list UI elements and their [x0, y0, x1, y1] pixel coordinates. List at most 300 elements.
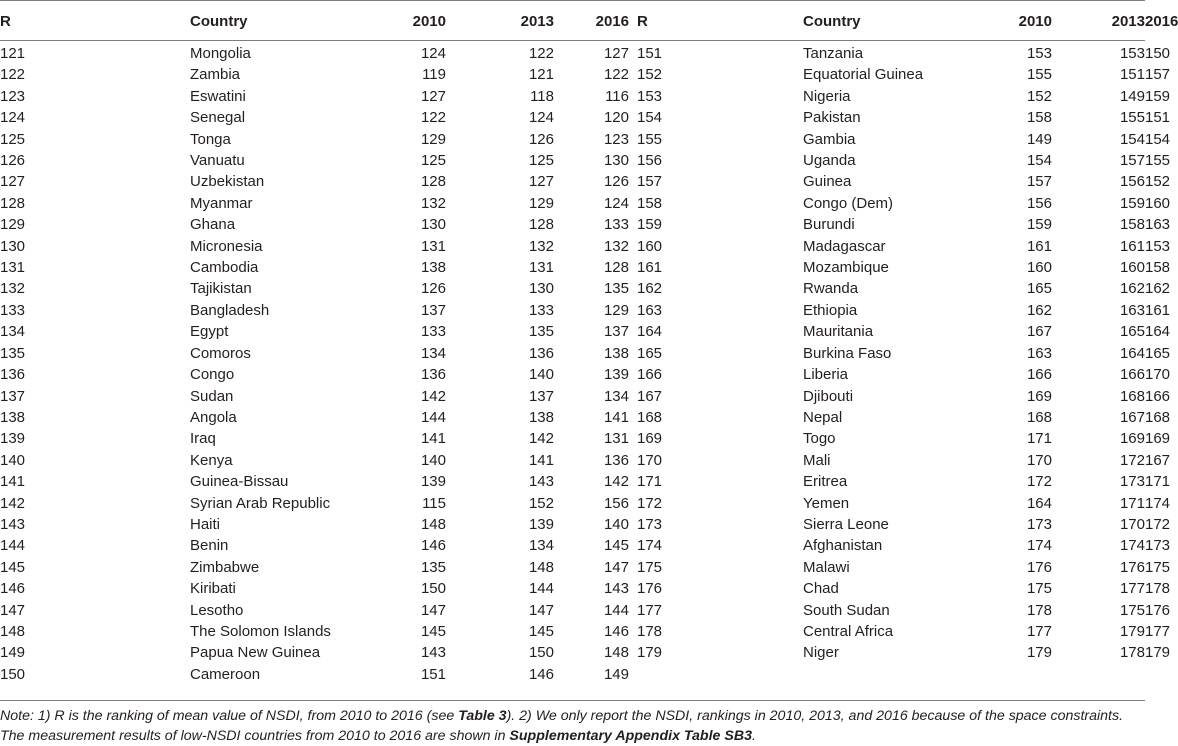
country-cell: The Solomon Islands	[190, 622, 331, 640]
table-row: 125 Tonga 129 126 123 155 Gambia 149 154 154	[0, 129, 1145, 150]
rank-cell: 166	[637, 366, 663, 384]
rank-cell: 167	[637, 387, 663, 405]
country-cell: Guinea-Bissau	[190, 473, 289, 491]
value-2013-cell: 131	[528, 259, 554, 277]
value-2010-cell: 140	[420, 451, 446, 469]
rank-cell: 125	[0, 130, 26, 148]
value-2013-cell: 122	[528, 45, 554, 62]
country-cell: Papua New Guinea	[190, 644, 321, 662]
country-cell: Ghana	[190, 216, 236, 234]
country-cell: Yemen	[803, 494, 850, 512]
value-2016-cell: 135	[603, 280, 629, 298]
header-2010-left: 2010	[412, 12, 446, 30]
value-2010-cell: 149	[1026, 130, 1052, 148]
country-cell: Haiti	[190, 515, 221, 533]
value-2013-cell: 170	[1119, 515, 1145, 533]
country-cell: Tonga	[190, 130, 231, 148]
value-2016-cell: 146	[603, 622, 629, 640]
country-cell	[711, 664, 954, 685]
value-2016-cell: 127	[603, 45, 629, 62]
value-2013-cell: 140	[528, 366, 554, 384]
country-cell: Mali	[803, 451, 831, 469]
table-row: 145 Zimbabwe 135 148 147 175 Malawi 176 176 175	[0, 557, 1145, 578]
value-2016-cell: 123	[603, 130, 629, 148]
rank-cell: 134	[0, 323, 26, 341]
value-2010-cell: 156	[1026, 194, 1052, 212]
value-2016-cell: 138	[603, 344, 629, 362]
country-cell: Comoros	[190, 344, 251, 362]
country-cell: Angola	[190, 408, 237, 426]
value-2013-cell: 156	[1119, 173, 1145, 191]
value-2013-cell: 154	[1119, 130, 1145, 148]
value-2013-cell: 165	[1119, 323, 1145, 341]
country-cell: Kenya	[190, 451, 233, 469]
country-cell: Zimbabwe	[190, 558, 260, 576]
rank-cell: 133	[0, 301, 26, 319]
value-2016-cell: 126	[603, 173, 629, 191]
value-2013-cell	[1052, 664, 1145, 685]
rank-cell: 159	[637, 216, 663, 234]
rank-cell	[629, 664, 711, 685]
value-2010-cell: 163	[1026, 344, 1052, 362]
value-2013-cell: 141	[528, 451, 554, 469]
value-2010-cell: 170	[1026, 451, 1052, 469]
rank-cell: 175	[637, 558, 663, 576]
rank-cell: 139	[0, 430, 26, 448]
value-2016-cell: 116	[605, 87, 629, 105]
value-2010-cell: 171	[1026, 430, 1052, 448]
value-2010-cell: 173	[1026, 515, 1052, 533]
value-2016-cell: 149	[603, 665, 629, 683]
header-r-left: R	[0, 12, 11, 30]
country-cell: Kiribati	[190, 580, 236, 598]
country-cell: Senegal	[190, 109, 246, 127]
country-cell: Guinea	[803, 173, 852, 191]
value-2016-cell: 129	[603, 301, 629, 319]
value-2013-cell: 137	[528, 387, 554, 405]
table-row: 133 Bangladesh 137 133 129 163 Ethiopia 162 163 161	[0, 300, 1145, 321]
rank-cell: 135	[0, 344, 26, 362]
country-cell: Togo	[803, 430, 836, 448]
value-2016-cell: 144	[603, 601, 629, 619]
value-2010-cell: 128	[420, 173, 446, 191]
value-2010-cell: 161	[1026, 237, 1052, 255]
country-cell: Cameroon	[190, 665, 261, 683]
country-cell: Congo	[190, 366, 235, 384]
value-2013-cell: 130	[528, 280, 554, 298]
rank-cell: 126	[0, 152, 26, 170]
table-footnote	[0, 706, 1145, 746]
value-2010-cell: 124	[420, 45, 446, 62]
value-2016-cell: 134	[603, 387, 629, 405]
table-row: 131 Cambodia 138 131 128 161 Mozambique 160 160 158	[0, 257, 1145, 278]
rank-cell: 164	[637, 323, 663, 341]
value-2013-cell: 164	[1119, 344, 1145, 362]
value-2016-cell: 136	[603, 451, 629, 469]
table-row: 138 Angola 144 138 141 168 Nepal 168 167 168	[0, 407, 1145, 428]
value-2010-cell: 158	[1026, 109, 1052, 127]
country-cell: Malawi	[803, 558, 850, 576]
rank-cell: 173	[637, 515, 663, 533]
country-cell: Syrian Arab Republic	[190, 494, 331, 512]
rank-cell: 137	[0, 387, 26, 405]
top-rule	[0, 0, 1145, 1]
value-2010-cell: 174	[1026, 537, 1052, 555]
value-2013-cell: 162	[1119, 280, 1145, 298]
value-2010-cell: 142	[420, 387, 446, 405]
rank-cell: 169	[637, 430, 663, 448]
country-cell: Eswatini	[190, 87, 246, 105]
country-cell: Lesotho	[190, 601, 244, 619]
table-row: 121 Mongolia 124 122 127 151 Tanzania 153 153 150	[0, 38, 1145, 64]
table-row: 136 Congo 136 140 139 166 Liberia 166 166 170	[0, 364, 1145, 385]
header-country-right: Country	[803, 12, 861, 30]
rank-cell: 156	[637, 152, 663, 170]
rank-cell: 163	[637, 301, 663, 319]
value-2010-cell: 146	[420, 537, 446, 555]
country-cell: Rwanda	[803, 280, 859, 298]
value-2013-cell: 179	[1119, 622, 1145, 640]
value-2013-cell: 163	[1119, 301, 1145, 319]
value-2010-cell: 150	[420, 580, 446, 598]
ranking-table	[0, 4, 1178, 685]
value-2013-cell: 145	[528, 622, 554, 640]
country-cell: Vanuatu	[190, 152, 245, 170]
value-2016-cell: 147	[603, 558, 629, 576]
table-row: 129 Ghana 130 128 133 159 Burundi 159 158 163	[0, 214, 1145, 235]
value-2010-cell: 122	[420, 109, 446, 127]
table-row: 128 Myanmar 132 129 124 158 Congo (Dem) 156 159 160	[0, 193, 1145, 214]
value-2010-cell: 144	[420, 408, 446, 426]
value-2010-cell: 115	[422, 494, 446, 512]
value-2013-cell: 168	[1119, 387, 1145, 405]
country-cell: Burkina Faso	[803, 344, 892, 362]
value-2010-cell: 167	[1026, 323, 1052, 341]
value-2010-cell: 136	[420, 366, 446, 384]
rank-cell: 124	[0, 109, 26, 127]
value-2010-cell: 137	[420, 301, 446, 319]
value-2016-cell: 143	[603, 580, 629, 598]
value-2013-cell: 153	[1119, 45, 1145, 62]
value-2010-cell: 175	[1026, 580, 1052, 598]
value-2013-cell: 148	[528, 558, 554, 576]
value-2010-cell: 134	[420, 344, 446, 362]
country-cell: Cambodia	[190, 259, 259, 277]
value-2010-cell: 132	[420, 194, 446, 212]
value-2013-cell: 175	[1119, 601, 1145, 619]
note-ref-appendix: Supplementary Appendix Table SB3	[509, 728, 752, 744]
country-cell: Chad	[803, 580, 839, 598]
value-2013-cell: 178	[1119, 644, 1145, 662]
rank-cell: 155	[637, 130, 663, 148]
value-2016-cell: 133	[603, 216, 629, 234]
value-2013-cell: 151	[1119, 66, 1145, 84]
table-row: 126 Vanuatu 125 125 130 156 Uganda 154 157 155	[0, 150, 1145, 171]
table-row: 140 Kenya 140 141 136 170 Mali 170 172 167	[0, 450, 1145, 471]
bottom-rule	[0, 700, 1145, 701]
value-2013-cell: 167	[1119, 408, 1145, 426]
country-cell: Sudan	[190, 387, 234, 405]
value-2016-cell: 141	[603, 408, 629, 426]
table-row: 134 Egypt 133 135 137 164 Mauritania 167 165 164	[0, 321, 1145, 342]
value-2016-cell: 142	[603, 473, 629, 491]
table-row: 127 Uzbekistan 128 127 126 157 Guinea 157 156 152	[0, 171, 1145, 192]
rank-cell: 154	[637, 109, 663, 127]
country-cell: Egypt	[190, 323, 229, 341]
rank-cell: 140	[0, 451, 26, 469]
value-2010-cell: 139	[420, 473, 446, 491]
value-2013-cell: 124	[528, 109, 554, 127]
value-2013-cell: 174	[1119, 537, 1145, 555]
country-cell: Djibouti	[803, 387, 854, 405]
value-2010-cell: 119	[422, 66, 446, 84]
rank-cell: 138	[0, 408, 26, 426]
value-2016-cell: 130	[603, 152, 629, 170]
value-2016-cell: 140	[603, 515, 629, 533]
rank-cell: 122	[0, 66, 26, 84]
rank-cell: 177	[637, 601, 663, 619]
table-row: 132 Tajikistan 126 130 135 162 Rwanda 165 162 162	[0, 278, 1145, 299]
rank-cell: 144	[0, 537, 26, 555]
rank-cell: 170	[637, 451, 663, 469]
rank-cell: 142	[0, 494, 26, 512]
value-2010-cell: 177	[1026, 622, 1052, 640]
header-country-left: Country	[190, 12, 248, 30]
country-cell: Mozambique	[803, 259, 889, 277]
value-2013-cell: 132	[528, 237, 554, 255]
note-text-3: .	[751, 728, 756, 744]
table-row: 141 Guinea-Bissau 139 143 142 171 Eritrea 172 173 171	[0, 471, 1145, 492]
country-cell: Micronesia	[190, 237, 263, 255]
header-2013-left: 2013	[520, 12, 554, 30]
value-2013-cell: 118	[530, 87, 554, 105]
country-cell: Afghanistan	[803, 537, 883, 555]
value-2010-cell: 143	[420, 644, 446, 662]
rank-cell: 132	[0, 280, 26, 298]
value-2010-cell: 127	[420, 87, 446, 105]
value-2010-cell: 166	[1026, 366, 1052, 384]
table-body	[0, 38, 1171, 685]
country-cell: Central Africa	[803, 622, 894, 640]
country-cell: South Sudan	[803, 601, 890, 619]
value-2010-cell: 135	[420, 558, 446, 576]
country-cell: Pakistan	[803, 109, 861, 127]
value-2013-cell: 135	[528, 323, 554, 341]
rank-cell: 123	[0, 87, 26, 105]
value-2010-cell: 165	[1026, 280, 1052, 298]
rank-cell: 143	[0, 515, 26, 533]
country-cell: Bangladesh	[190, 301, 270, 319]
table-row	[0, 664, 1145, 685]
rank-cell: 145	[0, 558, 26, 576]
value-2013-cell: 144	[528, 580, 554, 598]
note-ref-table3: Table 3	[458, 708, 507, 724]
value-2010-cell: 155	[1026, 66, 1052, 84]
value-2010-cell: 168	[1026, 408, 1052, 426]
rank-cell: 157	[637, 173, 663, 191]
country-cell: Mongolia	[190, 45, 251, 62]
value-2013-cell: 142	[528, 430, 554, 448]
value-2010-cell: 125	[420, 152, 446, 170]
country-cell: Nigeria	[803, 87, 851, 105]
rank-cell: 131	[0, 259, 26, 277]
value-2013-cell: 134	[528, 537, 554, 555]
value-2010-cell: 179	[1026, 644, 1052, 662]
rank-cell: 149	[0, 644, 26, 662]
country-cell: Equatorial Guinea	[803, 66, 924, 84]
value-2016-cell: 120	[603, 109, 629, 127]
value-2010-cell: 141	[420, 430, 446, 448]
value-2016-cell: 122	[603, 66, 629, 84]
rank-cell: 174	[637, 537, 663, 555]
table-row: 149 Papua New Guinea 143 150 148 179 Niger 179 178 179	[0, 642, 1145, 663]
table-row: 148 The Solomon Islands 145 145 146 178 Central Africa 177 179 177	[0, 621, 1145, 642]
value-2013-cell: 158	[1119, 216, 1145, 234]
country-cell: Ethiopia	[803, 301, 858, 319]
rank-cell: 146	[0, 580, 26, 598]
country-cell: Gambia	[803, 130, 856, 148]
value-2010-cell: 162	[1026, 301, 1052, 319]
value-2013-cell: 147	[528, 601, 554, 619]
value-2010-cell: 160	[1026, 259, 1052, 277]
value-2013-cell: 159	[1119, 194, 1145, 212]
header-2016-left: 2016	[595, 12, 629, 30]
value-2016-cell: 148	[603, 644, 629, 662]
value-2010-cell: 157	[1026, 173, 1052, 191]
country-cell: Sierra Leone	[803, 515, 889, 533]
table-row: 122 Zambia 119 121 122 152 Equatorial Guinea 155 151 157	[0, 64, 1145, 85]
value-2010-cell: 129	[420, 130, 446, 148]
country-cell: Benin	[190, 537, 229, 555]
rank-cell: 147	[0, 601, 26, 619]
value-2013-cell: 121	[528, 66, 554, 84]
rank-cell: 130	[0, 237, 26, 255]
value-2013-cell: 129	[528, 194, 554, 212]
rank-cell: 172	[637, 494, 663, 512]
value-2016-cell: 131	[603, 430, 629, 448]
value-2010-cell: 169	[1026, 387, 1052, 405]
value-2016-cell: 132	[603, 237, 629, 255]
country-cell: Zambia	[190, 66, 241, 84]
rank-cell: 179	[637, 644, 663, 662]
value-2010-cell: 130	[420, 216, 446, 234]
header-2010-right: 2010	[1018, 12, 1052, 30]
value-2016-cell: 156	[603, 494, 629, 512]
table-row: 143 Haiti 148 139 140 173 Sierra Leone 173 170 172	[0, 514, 1145, 535]
value-2013-cell: 126	[528, 130, 554, 148]
value-2010-cell: 145	[420, 622, 446, 640]
value-2013-cell: 150	[528, 644, 554, 662]
value-2013-cell: 146	[528, 665, 554, 683]
value-2010-cell: 154	[1026, 152, 1052, 170]
value-2010-cell: 178	[1026, 601, 1052, 619]
rank-cell: 129	[0, 216, 26, 234]
table-row: 130 Micronesia 131 132 132 160 Madagascar 161 161 153	[0, 236, 1145, 257]
country-cell: Uganda	[803, 152, 856, 170]
value-2010-cell: 131	[420, 237, 446, 255]
value-2013-cell: 149	[1119, 87, 1145, 105]
rank-cell: 150	[0, 665, 26, 683]
value-2013-cell: 176	[1119, 558, 1145, 576]
value-2013-cell: 171	[1119, 494, 1145, 512]
value-2013-cell: 177	[1119, 580, 1145, 598]
country-cell: Congo (Dem)	[803, 194, 894, 212]
rank-cell: 171	[637, 473, 663, 491]
value-2013-cell: 161	[1119, 237, 1145, 255]
country-cell: Iraq	[190, 430, 216, 448]
rank-cell: 152	[637, 66, 663, 84]
table-row: 135 Comoros 134 136 138 165 Burkina Faso 163 164 165	[0, 343, 1145, 364]
value-2010-cell: 148	[420, 515, 446, 533]
value-2010-cell: 147	[420, 601, 446, 619]
rank-cell: 141	[0, 473, 26, 491]
value-2016-cell: 139	[603, 366, 629, 384]
value-2010-cell: 152	[1026, 87, 1052, 105]
table-row: 137 Sudan 142 137 134 167 Djibouti 169 168 166	[0, 386, 1145, 407]
value-2013-cell: 166	[1119, 366, 1145, 384]
value-2013-cell: 157	[1119, 152, 1145, 170]
header-row: R Country 2010 2013 2016 R Country 2010 2013 2016	[0, 4, 1145, 38]
country-cell: Nepal	[803, 408, 843, 426]
header-r-right: R	[637, 12, 648, 30]
table-row: 123 Eswatini 127 118 116 153 Nigeria 152 149 159	[0, 86, 1145, 107]
value-2013-cell: 128	[528, 216, 554, 234]
country-cell: Liberia	[803, 366, 849, 384]
table-row: 144 Benin 146 134 145 174 Afghanistan 174 174 173	[0, 535, 1145, 556]
value-2013-cell: 125	[528, 152, 554, 170]
country-cell: Mauritania	[803, 323, 874, 341]
country-cell: Tajikistan	[190, 280, 252, 298]
rank-cell: 168	[637, 408, 663, 426]
value-2010-cell: 151	[420, 665, 446, 683]
table-row: 139 Iraq 141 142 131 169 Togo 171 169 169	[0, 428, 1145, 449]
rank-cell: 176	[637, 580, 663, 598]
value-2010-cell: 126	[420, 280, 446, 298]
note-text-2: ). 2) We only report the NSDI, rankings in 2010, 2013, and 2016 because of the space constraints. The measurement results of low-NSDI countries from 2010 to 2016 are shown in	[0, 708, 1124, 744]
value-2013-cell: 138	[528, 408, 554, 426]
header-2013-right: 2013	[1111, 12, 1145, 30]
country-cell: Tanzania	[803, 45, 864, 62]
value-2013-cell: 139	[528, 515, 554, 533]
rank-cell: 160	[637, 237, 663, 255]
table-row: 124 Senegal 122 124 120 154 Pakistan 158 155 151	[0, 107, 1145, 128]
value-2013-cell: 160	[1119, 259, 1145, 277]
value-2016-cell: 145	[603, 537, 629, 555]
rank-cell: 158	[637, 194, 663, 212]
rank-cell: 127	[0, 173, 26, 191]
country-cell: Burundi	[803, 216, 855, 234]
rank-cell: 136	[0, 366, 26, 384]
value-2010-cell: 138	[420, 259, 446, 277]
rank-cell: 121	[0, 45, 26, 62]
rank-cell: 165	[637, 344, 663, 362]
value-2010-cell: 176	[1026, 558, 1052, 576]
value-2016-cell: 124	[603, 194, 629, 212]
rank-cell: 161	[637, 259, 663, 277]
rank-cell: 151	[637, 45, 663, 62]
country-cell: Uzbekistan	[190, 173, 265, 191]
rank-cell: 148	[0, 622, 26, 640]
value-2013-cell: 127	[528, 173, 554, 191]
value-2010-cell: 153	[1026, 45, 1052, 62]
value-2013-cell: 172	[1119, 451, 1145, 469]
rank-cell: 178	[637, 622, 663, 640]
country-cell: Myanmar	[190, 194, 253, 212]
value-2010-cell	[954, 664, 1052, 685]
value-2013-cell: 152	[528, 494, 554, 512]
rank-cell: 128	[0, 194, 26, 212]
value-2010-cell: 164	[1026, 494, 1052, 512]
